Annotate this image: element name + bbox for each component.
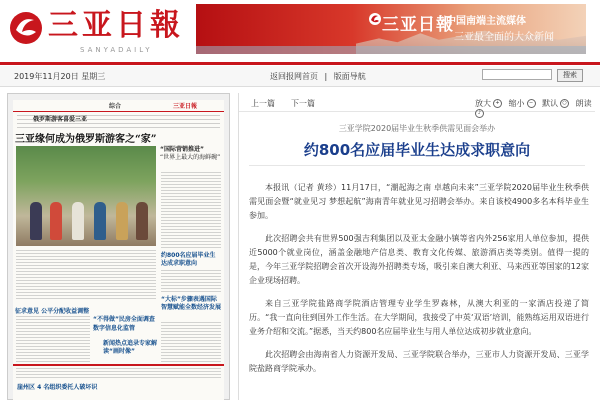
read-aloud-label: 朗读 (575, 99, 592, 108)
article-title: 约800名应届毕业生达成求职意向 (303, 141, 531, 159)
thumbnail-article-link[interactable]: 约800名应届毕业生达成求职意向 (161, 252, 216, 267)
thumbnail-article-link[interactable]: “不得做”民房全面调查 数字信息化监管 (93, 316, 155, 332)
article-paragraph: 来自三亚学院盐路商学院酒店管理专业学生罗森林，从澳大利亚的一家酒店投递了简历。“我一直向往到国外工作生活。在大学期间，我接受了中英‘双语’培训，能熟练运用双语进行业务介绍和交流。”据悉，当天约800名应届毕业生与用人单位达成初步就业意向。 (249, 299, 589, 336)
thumbnail-brand: 三亚日報 (173, 103, 198, 110)
title-divider (249, 165, 585, 166)
thumbnail-article-link[interactable]: “大标”步骤表遇国际智慧赋能全数经济发展 (161, 296, 222, 311)
zoom-out-label: 缩小 (508, 99, 525, 108)
banner-logo-text: 三亚日報 (382, 15, 454, 35)
thumbnail-text-block (161, 172, 221, 248)
thumbnail-photo[interactable] (16, 146, 156, 246)
thumbnail-side-text: “世界上最大的海鲜碗” (160, 154, 221, 161)
section-nav-link[interactable]: 版面导航 (333, 72, 366, 81)
thumbnail-headline[interactable]: 三亚缘何成为俄罗斯游客之“家” (15, 134, 157, 145)
zoom-out-icon: − (527, 99, 536, 108)
zoom-out-button[interactable] (509, 99, 538, 108)
header-divider (0, 62, 600, 65)
nav-bar (0, 66, 600, 87)
zoom-in-label: 放大 (475, 99, 491, 108)
thumbnail-article-link[interactable]: 崖州区 4 名组织委托人破坏识 (17, 384, 98, 391)
article-paragraph: 此次招聘会共有世界500强吉利集团以及亚太金融小镇等省内外256家用人单位参加，提供近5000个就业岗位，涵盖金融地产信息类、教育文化传媒、旅游酒店类等类别。值得一提的是，今年三亚学院招聘会首次开设海外招聘类专场，吸引来自澳大利亚、马来西亚等国家的12家企业现场招聘。 (249, 234, 589, 285)
thumbnail-subhead: 俄罗斯游客喜爱三亚 (33, 116, 88, 123)
article-toolbar (239, 93, 595, 116)
banner-slogan-2: 三亚最全面的大众新闻 (454, 32, 554, 43)
thumbnail-page-header (13, 100, 224, 110)
article-body (249, 181, 589, 385)
zoom-in-button[interactable] (475, 99, 504, 108)
speaker-icon: ♪ (475, 109, 484, 118)
newspaper-page-thumbnail[interactable] (13, 100, 224, 400)
logo-name: 三亚日報 (48, 8, 184, 43)
default-size-button[interactable] (542, 99, 571, 108)
nav-links (270, 71, 370, 82)
article-kicker: 三亚学院2020届毕业生秋季供需见面会举办 (338, 124, 496, 133)
article-paragraph: 本报讯（记者 黄珍）11月17日，“潮起海之南 卓越向未来”三亚学院2020届毕业生秋季供需见面会暨“就业见习 梦想起航”海南青年就业见习招聘会举办。来自该校4900多名本科毕业生参加。 (249, 183, 589, 220)
thumbnail-category: 综合 (109, 103, 122, 110)
article-paragraph: 此次招聘会由海南省人力资源开发局、三亚学院联合举办，三亚市人力资源开发局、三亚学院盐路商学院承办。 (249, 350, 589, 373)
issue-date: 2019年11月20日 星期三 (14, 72, 106, 81)
photo-person (136, 202, 148, 240)
thumbnail-rule (13, 111, 224, 112)
banner-logo-icon (368, 12, 382, 26)
thumbnail-side-column (160, 146, 222, 162)
photo-person (50, 202, 62, 240)
default-size-label: 默认 (542, 99, 559, 108)
article-tools (475, 98, 595, 118)
default-size-icon: ○ (560, 99, 569, 108)
thumbnail-text-block (16, 316, 90, 362)
site-logo[interactable] (8, 6, 188, 56)
logo-swirl-icon (8, 10, 44, 46)
thumbnail-article-link[interactable]: 新闻热点追录专家解读“画时像” (103, 340, 158, 355)
prev-article-link[interactable]: 上一篇 (251, 99, 275, 108)
zoom-in-icon: + (493, 99, 502, 108)
thumbnail-side-title: “国际营销推进” (160, 146, 204, 153)
photo-person (30, 202, 42, 240)
photo-person (72, 202, 84, 240)
photo-person (94, 202, 106, 240)
page-thumbnail-frame (7, 93, 230, 400)
search-input[interactable] (482, 69, 552, 80)
next-article-link[interactable]: 下一篇 (291, 99, 315, 108)
header-banner (196, 4, 586, 54)
thumbnail-rule (13, 364, 224, 366)
thumbnail-text-block (16, 250, 156, 300)
logo-english-name: SANYADAILY (80, 46, 153, 54)
thumbnail-article-link[interactable]: 征求意见 公平分配收益调整 (15, 308, 90, 315)
thumbnail-text-block (16, 368, 221, 380)
thumbnail-text-block (161, 270, 221, 292)
site-header (0, 0, 600, 62)
nav-separator: | (324, 72, 328, 81)
search-button[interactable]: 搜索 (557, 69, 583, 82)
banner-sea (196, 46, 586, 54)
thumbnail-text-block (161, 322, 221, 362)
article-panel (238, 93, 595, 400)
home-link[interactable]: 返回报网首页 (270, 72, 318, 81)
banner-slogan-1: 中国南端主流媒体 (446, 16, 526, 27)
photo-person (116, 202, 128, 240)
